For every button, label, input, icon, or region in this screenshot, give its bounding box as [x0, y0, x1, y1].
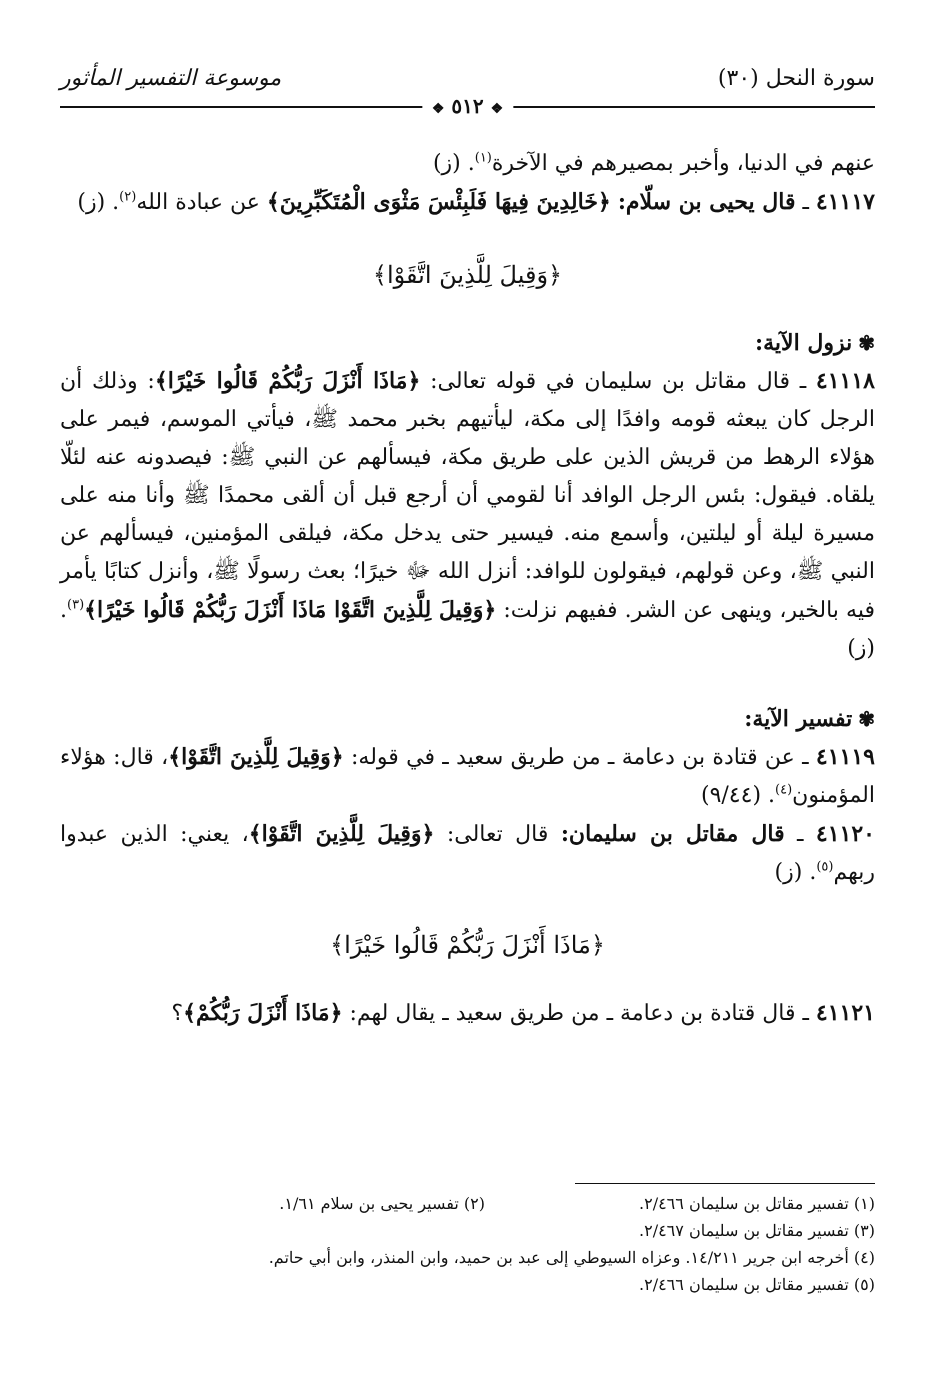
footnote-ref[interactable]: (٢) — [119, 189, 137, 205]
verse-heading: ﴿وَقِيلَ لِلَّذِينَ اتَّقَوْا﴾ — [372, 261, 563, 289]
quran-quote: ﴿وَقِيلَ لِلَّذِينَ اتَّقَوْا﴾ — [248, 821, 435, 847]
narrator-name: قال يحيى بن سلّام: — [617, 189, 796, 215]
quran-quote: ﴿وَقِيلَ لِلَّذِينَ اتَّقَوْا﴾ — [168, 744, 344, 770]
athar-number: ٤١١٢١ — [815, 1000, 875, 1026]
main-text — [60, 145, 875, 1033]
athar-number: ٤١١١٩ — [815, 744, 875, 770]
running-header — [60, 60, 875, 118]
footnote-ref[interactable]: (٣) — [67, 597, 85, 613]
athar-41121: ٤١١٢١ ـ قال قتادة بن دعامة ـ من طريق سعيد ـ يقال لهم: ﴿مَاذَا أَنْزَلَ رَبُّكُمْ﴾؟ — [171, 1000, 875, 1026]
section-heading-tafsir: ✾تفسير الآية: — [744, 706, 875, 732]
narrator-name: قال مقاتل بن سليمان: — [560, 821, 785, 847]
book-title: موسوعة التفسير المأثور — [60, 66, 282, 91]
footnote-1: (١) تفسير مقاتل بن سليمان ٢/٤٦٦. — [639, 1194, 875, 1213]
athar-41117: ٤١١١٧ ـ قال يحيى بن سلّام: ﴿خَالِدِينَ فِيهَا فَلَبِئْسَ مَثْوَى الْمُتَكَبِّرِينَ﴾ عن عبادة الله$^{(٢)}$. (ز) — [77, 189, 875, 215]
athar-41118: ٤١١١٨ ـ قال مقاتل بن سليمان في قوله تعالى: ﴿مَاذَا أَنْزَلَ رَبُّكُمْ قَالُوا خَيْرًا﴾: وذلك أن الرجل كان يبعثه قومه وافدًا إلى مكة، ليأتيهم بخبر محمد ﷺ، فيأتي الموسم، فيمر على هؤلاء الرهط من قريش الذين على طريق مكة، فيسألهم عن النبي ﷺ: فيصدونه عنه لئلّا يلقاه. فيقول: بئس الرجل الوافد أنا لقومي أن أرجع قبل أن ألقى محمدًا ﷺ وأنا منه على مسيرة ليلة أو ليلتين، وأسمع منه. فيسير حتى يدخل مكة، فيلقى المؤمنين، فيسألهم عن النبي ﷺ، وعن قولهم، فيقولون للوافد: أنزل الله ﷻ خيرًا؛ بعث رسولًا ﷺ، وأنزل كتابًا يأمر فيه بالخير، وينهى عن الشر. ففيهم نزلت: ﴿وَقِيلَ لِلَّذِينَ اتَّقَوْا مَاذَا أَنْزَلَ رَبُّكُمْ قَالُوا خَيْرًا﴾$^{(٣)}$. (ز) — [60, 368, 875, 661]
surah-title: سورة النحل (٣٠) — [717, 66, 875, 91]
footnote-4: (٤) أخرجه ابن جرير ١٤/٢١١. وعزاه السيوطي إلى عبد بن حميد، وابن المنذر، وابن أبي حاتم. — [268, 1248, 875, 1267]
footnote-ref[interactable]: (١) — [474, 150, 492, 166]
footnote-5: (٥) تفسير مقاتل بن سليمان ٢/٤٦٦. — [639, 1275, 875, 1294]
athar-number: ٤١١١٨ — [815, 368, 875, 394]
quran-quote: ﴿مَاذَا أَنْزَلَ رَبُّكُمْ﴾ — [183, 1000, 343, 1026]
footnotes — [60, 1183, 875, 1298]
page-number-text: ٥١٢ — [451, 94, 484, 118]
flower-icon: ✾ — [858, 331, 875, 355]
footnote-ref[interactable]: (٤) — [775, 782, 793, 798]
footnote-2: (٢) تفسير يحيى بن سلام ١/٦١. — [279, 1194, 485, 1213]
footnote-3: (٣) تفسير مقاتل بن سليمان ٢/٤٦٧. — [639, 1221, 875, 1240]
ornament-icon: ❖ — [431, 101, 445, 117]
athar-41119: ٤١١١٩ ـ عن قتادة بن دعامة ـ من طريق سعيد ـ في قوله: ﴿وَقِيلَ لِلَّذِينَ اتَّقَوْا﴾، قال: هؤلاء المؤمنون$^{(٤)}$. (٩/٤٤) — [60, 744, 875, 808]
book-page — [60, 50, 875, 1350]
ornament-icon: ❖ — [490, 101, 504, 117]
quran-quote: ﴿خَالِدِينَ فِيهَا فَلَبِئْسَ مَثْوَى الْمُتَكَبِّرِينَ﴾ — [266, 189, 611, 215]
athar-41120: ٤١١٢٠ ـ قال مقاتل بن سليمان: قال تعالى: ﴿وَقِيلَ لِلَّذِينَ اتَّقَوْا﴾، يعني: الذين عبدوا ربهم$^{(٥)}$. (ز) — [60, 821, 875, 885]
quran-quote: ﴿وَقِيلَ لِلَّذِينَ اتَّقَوْا مَاذَا أَنْزَلَ رَبُّكُمْ قَالُوا خَيْرًا﴾ — [84, 597, 497, 623]
footnote-ref[interactable]: (٥) — [816, 859, 834, 875]
quran-quote: ﴿مَاذَا أَنْزَلَ رَبُّكُمْ قَالُوا خَيْرًا﴾ — [154, 368, 421, 394]
paragraph-continuation: عنهم في الدنيا، وأخبر بمصيرهم في الآخرة$^{(١)}$. (ز) — [432, 150, 875, 176]
footnote-rule — [575, 1183, 875, 1184]
athar-number: ٤١١٢٠ — [815, 821, 875, 847]
section-heading-revelation: ✾نزول الآية: — [755, 330, 875, 356]
flower-icon: ✾ — [858, 707, 875, 731]
page-number — [422, 94, 513, 118]
verse-heading: ﴿مَاذَا أَنْزَلَ رَبُّكُمْ قَالُوا خَيْرًا﴾ — [330, 931, 605, 959]
athar-number: ٤١١١٧ — [815, 189, 875, 215]
